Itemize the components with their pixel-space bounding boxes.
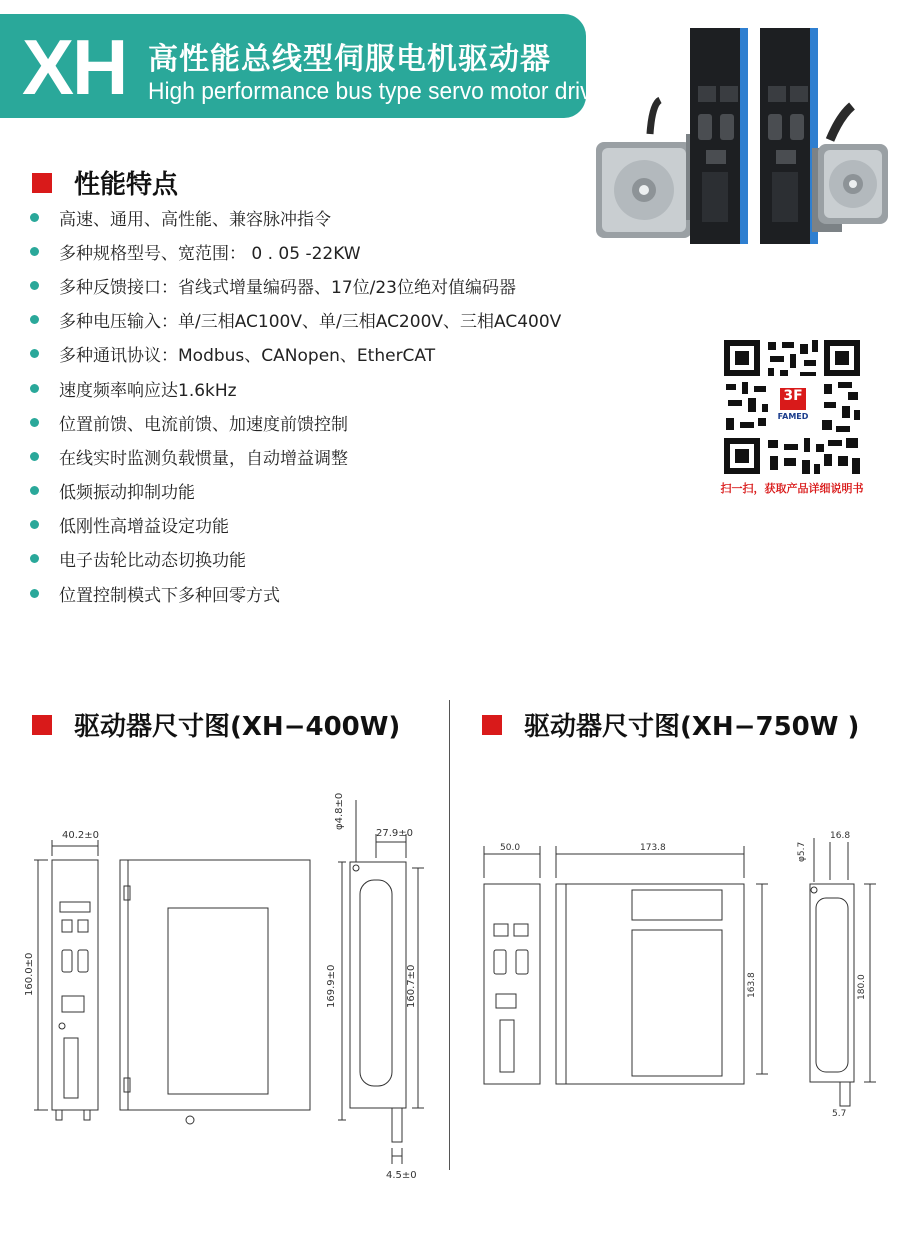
dim-hole-750: φ5.7: [797, 841, 807, 862]
drawing-400-title: 驱动器尺寸图(XH−400W): [74, 712, 401, 742]
dim-hole-400: φ4.8±0: [334, 792, 345, 830]
dim-height-400: 160.0±0: [24, 952, 35, 996]
section-marker-icon: [32, 173, 52, 193]
section-marker-icon: [482, 715, 502, 735]
bullet-icon: [30, 384, 39, 393]
list-item: 低频振动抑制功能: [30, 474, 561, 508]
product-photo: [590, 24, 890, 254]
dim-bottom-400: 4.5±0: [386, 1170, 417, 1180]
bullet-icon: [30, 418, 39, 427]
section-divider: [449, 700, 450, 1170]
dim-depth-750: 173.8: [640, 843, 666, 853]
list-item: 在线实时监测负载惯量，自动增益调整: [30, 439, 561, 473]
title-banner: [0, 14, 612, 118]
drawing-750-title: 驱动器尺寸图(XH−750W ): [524, 712, 860, 742]
qr-code[interactable]: [724, 340, 860, 474]
qr-logo: 3F: [783, 388, 803, 404]
features-list: [30, 200, 561, 610]
dim-side-750: 16.8: [830, 831, 851, 841]
features-heading: [32, 164, 178, 201]
drawing-400-heading: [32, 706, 400, 743]
bullet-icon: [30, 213, 39, 222]
bullet-icon: [30, 281, 39, 290]
series-logo: XH: [22, 23, 127, 111]
bullet-icon: [30, 349, 39, 358]
qr-brand: FAMED: [777, 412, 809, 421]
dim-inner-height-400: 160.7±0: [406, 964, 417, 1008]
list-item: 多种电压输入：单/三相AC100V、单/三相AC200V、三相AC400V: [30, 303, 561, 337]
list-item: 多种规格型号、宽范围： 0 . 05 -22KW: [30, 234, 561, 268]
qr-caption: 扫一扫，获取产品详细说明书: [720, 482, 864, 495]
list-item: 低刚性高增益设定功能: [30, 508, 561, 542]
bullet-icon: [30, 452, 39, 461]
section-marker-icon: [32, 715, 52, 735]
bullet-icon: [30, 554, 39, 563]
list-item: 位置控制模式下多种回零方式: [30, 576, 561, 610]
banner-title-cn: 高性能总线型伺服电机驱动器: [148, 42, 551, 77]
dim-total-height-400: 169.9±0: [326, 964, 337, 1008]
dimension-drawing-400: [20, 780, 440, 1180]
list-item: 位置前馈、电流前馈、加速度前馈控制: [30, 405, 561, 439]
list-item: 多种反馈接口：省线式增量编码器、17位/23位绝对值编码器: [30, 268, 561, 302]
bullet-icon: [30, 520, 39, 529]
bullet-icon: [30, 589, 39, 598]
bullet-icon: [30, 486, 39, 495]
list-item: 高速、通用、高性能、兼容脉冲指令: [30, 200, 561, 234]
list-item: 多种通讯协议：Modbus、CANopen、EtherCAT: [30, 337, 561, 371]
features-title: 性能特点: [74, 170, 179, 200]
dimension-drawing-750: [460, 820, 890, 1120]
drawing-750-heading: [482, 706, 859, 743]
dim-total-height-750: 180.0: [857, 974, 867, 1000]
dim-depth-top-400: 27.9±0: [376, 828, 414, 839]
banner-title-en: High performance bus type servo motor driver: [148, 78, 612, 105]
bullet-icon: [30, 247, 39, 256]
dim-inner-height-750: 163.8: [747, 972, 757, 998]
dim-width-750: 50.0: [500, 843, 521, 853]
list-item: 速度频率响应达1.6kHz: [30, 371, 561, 405]
dim-width-400: 40.2±0: [62, 830, 100, 841]
bullet-icon: [30, 315, 39, 324]
list-item: 电子齿轮比动态切换功能: [30, 542, 561, 576]
dim-bottom-750: 5.7: [832, 1109, 847, 1119]
